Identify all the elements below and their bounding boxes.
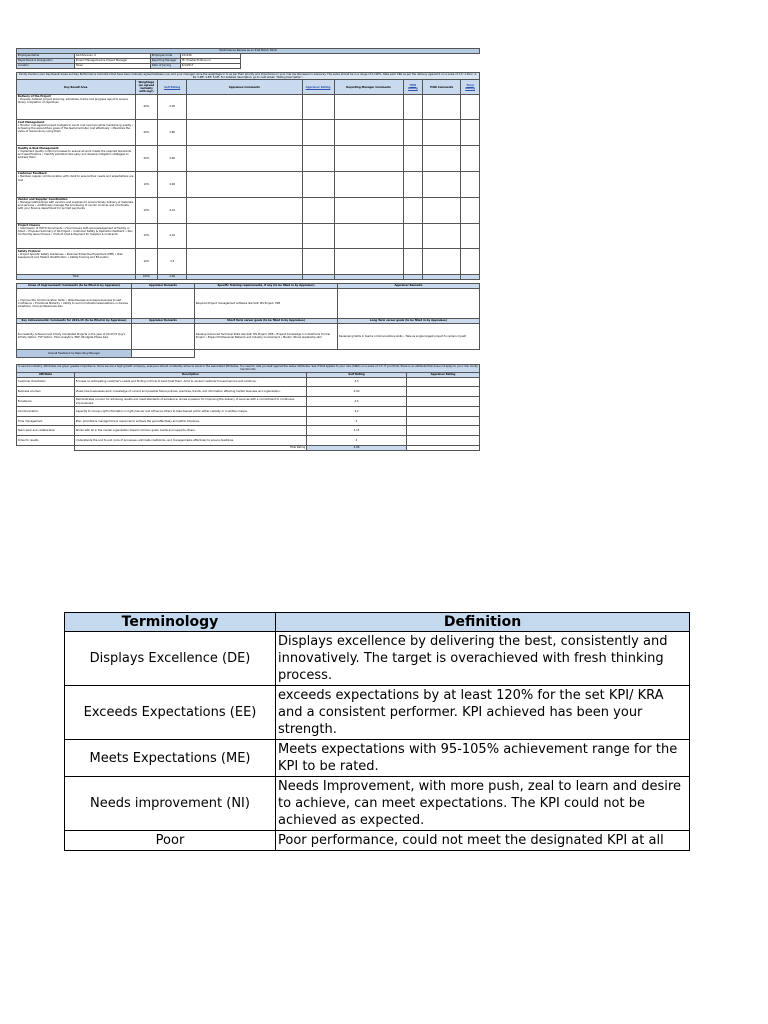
- kra-total-label: Total: [17, 275, 136, 280]
- attribute-self-rating[interactable]: 4.2: [307, 406, 407, 416]
- appraiser-rating[interactable]: [302, 223, 334, 249]
- attr-header-appraiser: Appraiser Rating: [407, 372, 480, 377]
- kra-header: HOD Rating: [403, 80, 423, 94]
- legend-header-terminology: Terminology: [65, 613, 276, 632]
- kra-title: Delivery of the Project: [17, 95, 51, 99]
- appraiser-rating[interactable]: [302, 171, 334, 197]
- attribute-row: [17, 377, 480, 387]
- hod-rating[interactable]: [403, 94, 423, 120]
- info-value[interactable]: 101436: [181, 53, 241, 58]
- info-key: Employee Name: [17, 53, 75, 58]
- attribute-description: Works with all in the overall organization toward common goals; builds and supports others.: [75, 426, 307, 436]
- legend-row: [65, 831, 690, 851]
- final-rating[interactable]: [461, 223, 480, 249]
- legend-definition: Meets expectations with 95-105% achievement range for the KPI to be rated.: [276, 740, 690, 777]
- attribute-row: [17, 416, 480, 426]
- kra-title: Quality & Risk Management: [17, 146, 59, 150]
- kra-self-rating[interactable]: 4.10: [158, 223, 187, 249]
- kra-row: [17, 120, 480, 146]
- info-value[interactable]: Mr. Prashanth Bonnuri: [181, 58, 241, 63]
- hod-comments[interactable]: [423, 171, 461, 197]
- improve-header-1: Areas of Improvement: Comments (to be filled in by Appraiser): [17, 283, 132, 288]
- hod-rating[interactable]: [403, 249, 423, 275]
- attribute-appraiser-rating[interactable]: [407, 416, 480, 426]
- appraisee-comments[interactable]: [187, 249, 302, 275]
- final-rating[interactable]: [461, 94, 480, 120]
- kra-self-rating[interactable]: 3.5: [158, 249, 187, 275]
- kra-detail: • Submission of HOTO Documents • Final Closure with acknowledgement of Facility or Client • Proposal Summary of RA Project • Customer Safety & Operation feedback • Non Conformity Issue Closure • Product Cost & Payment for Supplier & Contractor: [17, 227, 133, 237]
- attribute-self-rating[interactable]: 4: [307, 416, 407, 426]
- kra-self-rating[interactable]: 3.60: [158, 146, 187, 172]
- appraiser-rating[interactable]: [302, 146, 334, 172]
- kra-table: [16, 72, 480, 280]
- hod-rating[interactable]: [403, 146, 423, 172]
- hod-comments[interactable]: [423, 223, 461, 249]
- attribute-name: Communication: [17, 406, 75, 416]
- attr-header-description: Description: [75, 372, 307, 377]
- legend-row: [65, 777, 690, 831]
- manager-comments[interactable]: [334, 171, 403, 197]
- kra-name-cell: [17, 249, 136, 275]
- kra-weightage[interactable]: 20%: [135, 94, 158, 120]
- attribute-row: [17, 436, 480, 446]
- appraisee-comments[interactable]: [187, 223, 302, 249]
- attribute-description: Plan, prioritize & manage time & resources to achieve the goal effectively and within timelines.: [75, 416, 307, 426]
- legend-term: Needs improvement (NI): [65, 777, 276, 831]
- kra-detail: • Monitor cost against project budgets to avoid cost overruns while maintaining quality • Achieving the expenditure goals of the team/controller cost effectively • Maximize the value of resources by using them: [17, 123, 134, 134]
- legend-row: [65, 740, 690, 777]
- kra-self-rating[interactable]: 3.80: [158, 120, 187, 146]
- short-term-goals[interactable]: Develop Advanced Technical Skills like SAP, MS Project, ERP • Expand Knowledge in Industrial & Formal Project • Expand Professional Network and Industry Involvement • Mentor others leadership skill: [195, 323, 338, 349]
- kra-header: HOD Comments: [423, 80, 461, 94]
- sheet-title: Performance Review as on 31st March 2018: [17, 49, 480, 54]
- improvement-comments[interactable]: • Improve the Communication Skills • Attentiveness and responsiveness to self confidence • Emotional Maturity • Ability to avoid ill situations/escalations in diverse situations, more professionals also: [17, 288, 132, 318]
- info-key: Reporting Manager: [151, 58, 181, 63]
- appraiser-rating[interactable]: [302, 94, 334, 120]
- attribute-name: Time management: [17, 416, 75, 426]
- attribute-row: [17, 397, 480, 407]
- kra-name-cell: [17, 171, 136, 197]
- manager-comments[interactable]: [334, 120, 403, 146]
- info-value[interactable]: Hosur: [75, 63, 151, 68]
- attribute-appraiser-rating[interactable]: [407, 397, 480, 407]
- kra-detail: • Maintain regular communication with client to ensure their needs and expectations are met: [17, 175, 134, 182]
- hod-rating[interactable]: [403, 171, 423, 197]
- info-key: Location: [17, 63, 75, 68]
- kra-total-rating: 4.06: [158, 275, 187, 280]
- kra-title: Customer Feedback: [17, 172, 47, 176]
- attribute-name: Excellence: [17, 397, 75, 407]
- overall-feedback-value[interactable]: [132, 349, 195, 357]
- kra-header: Appraiser Rating: [302, 80, 334, 94]
- attribute-self-rating[interactable]: 4: [307, 436, 407, 446]
- kra-header: Weightage (as agreed mutually with mgr): [135, 80, 158, 94]
- legend-definition: Poor performance, could not meet the designated KPI at all: [276, 831, 690, 851]
- attribute-appraiser-rating[interactable]: [407, 406, 480, 416]
- final-rating[interactable]: [461, 146, 480, 172]
- kra-total-weight: 100%: [135, 275, 158, 280]
- attribute-name: Customer Orientation: [17, 377, 75, 387]
- kra-row: [17, 171, 480, 197]
- info-value[interactable]: Senthilvanan. K: [75, 53, 151, 58]
- hod-comments[interactable]: [423, 94, 461, 120]
- long-term-goals[interactable]: Developing Skills in teams communications skills • Take as single largest project to remain myself: [338, 323, 480, 349]
- attribute-self-rating[interactable]: 4.00: [307, 387, 407, 397]
- attribute-description: Focuses on anticipating customer's needs and finding out how to best meet them. Aims to exceed customer-focused service and solutions.: [75, 377, 307, 387]
- kra-header: Reporting Manager Comments: [334, 80, 403, 94]
- kra-name-cell: [17, 223, 136, 249]
- kra-detail: • Project Specific Safety Guidelines • Personal Protective Equipment (PPE) • Risk Assessment and Hazard Identification • Safety training and Education: [17, 252, 123, 259]
- attribute-row: [17, 426, 480, 436]
- kra-instructions: Kindly mention your Key Result Areas and Key Performance Indicators that have been mutually agreed between you and your manager. Give the weightage in % as per their priority and importance in your role (as discussed in advance). The same should be in a range of 0-100%. Rate each KRA as per the delivery against it on a scale of 1-5: 1-Poor; 2-NI; 3-ME; 4-EE; 5-DE. For detailed description, go to next sheet: "Rating Description".: [17, 72, 480, 80]
- improve-header-2: Appraiser Remarks: [132, 283, 195, 288]
- kra-weightage[interactable]: 10%: [135, 223, 158, 249]
- kra-name-cell: [17, 120, 136, 146]
- info-value[interactable]: 8/1/2017: [181, 63, 241, 68]
- attribute-row: [17, 406, 480, 416]
- manager-comments[interactable]: [334, 94, 403, 120]
- attr-header-attribute: Attribute: [17, 372, 75, 377]
- appraisee-comments[interactable]: [187, 171, 302, 197]
- appraisee-comments[interactable]: [187, 146, 302, 172]
- kra-name-cell: [17, 197, 136, 223]
- training-requirements[interactable]: Required Project management software like SAP, MS Project, ERP: [195, 288, 338, 318]
- kra-title: Project Closure: [17, 223, 41, 227]
- kra-title: Safety Protocol: [17, 249, 41, 253]
- kra-self-rating[interactable]: 4.00: [158, 94, 187, 120]
- kra-name-cell: [17, 94, 136, 120]
- appraiser-rating[interactable]: [302, 120, 334, 146]
- hod-comments[interactable]: [423, 120, 461, 146]
- kra-title: Cost Management: [17, 120, 45, 124]
- legend-term: Poor: [65, 831, 276, 851]
- hod-rating[interactable]: [403, 120, 423, 146]
- legend-term: Exceeds Expectations (EE): [65, 686, 276, 740]
- appraiser-rating[interactable]: [302, 249, 334, 275]
- hod-comments[interactable]: [423, 197, 461, 223]
- attribute-name: Team work and collaboration: [17, 426, 75, 436]
- info-key: Employee Code: [151, 53, 181, 58]
- kra-self-rating[interactable]: 4.10: [158, 197, 187, 223]
- kra-weightage[interactable]: 10%: [135, 171, 158, 197]
- kra-header: Final Rating: [461, 80, 480, 94]
- kra-row: [17, 249, 480, 275]
- legend-header-definition: Definition: [276, 613, 690, 632]
- rating-terminology-table: [64, 612, 690, 851]
- kra-row: [17, 223, 480, 249]
- attr-header-self: Self Rating: [307, 372, 407, 377]
- kra-name-cell: [17, 146, 136, 172]
- manager-comments[interactable]: [334, 249, 403, 275]
- kra-weightage[interactable]: 10%: [135, 249, 158, 275]
- attribute-self-rating[interactable]: 4.5: [307, 377, 407, 387]
- appraisee-comments[interactable]: [187, 197, 302, 223]
- achieve-header-3: Short Term career goals (to be filled in by Appraisee): [195, 318, 338, 323]
- kra-row: [17, 197, 480, 223]
- kra-weightage[interactable]: 10%: [135, 197, 158, 223]
- manager-comments[interactable]: [334, 197, 403, 223]
- key-achievements[interactable]: Successfully Achieved and timely Completed Projects in the year of 24-25 Hi Quy's Infinity Option, TVF Option, Titan Analytics, ERP, Mindgate Phase 1&2: [17, 323, 132, 349]
- legend-definition: Displays excellence by delivering the best, consistently and innovatively. The target is overachieved with fresh thinking process.: [276, 632, 690, 686]
- legend-row: [65, 686, 690, 740]
- attribute-appraiser-rating[interactable]: [407, 436, 480, 446]
- achieve-header-2: Appraiser Remarks: [132, 318, 195, 323]
- appraisee-comments[interactable]: [187, 94, 302, 120]
- final-rating[interactable]: [461, 171, 480, 197]
- improve-header-4: Appraiser Remarks: [338, 283, 480, 288]
- attribute-appraiser-rating[interactable]: [407, 426, 480, 436]
- legend-term: Meets Expectations (ME): [65, 740, 276, 777]
- kra-weightage[interactable]: 20%: [135, 120, 158, 146]
- hod-comments[interactable]: [423, 249, 461, 275]
- manager-comments[interactable]: [334, 146, 403, 172]
- legend-row: [65, 632, 690, 686]
- kra-row: [17, 146, 480, 172]
- hod-rating[interactable]: [403, 197, 423, 223]
- attribute-appraiser-rating[interactable]: [407, 377, 480, 387]
- achieve-header-4: Long Term career goals (to be filled in by Appraisee): [338, 318, 480, 323]
- kra-self-rating[interactable]: 4.00: [158, 171, 187, 197]
- kra-header: Self Rating: [158, 80, 187, 94]
- final-rating[interactable]: [461, 197, 480, 223]
- attribute-description: Views how businesses work; knowledge of current and possible future policies, practices, trends, and information affecting his/her business and organization.: [75, 387, 307, 397]
- attr-total-rating: 4.08: [307, 446, 407, 451]
- kra-detail: • Implement quality control processes to ensure all work meets the required standards and specifications • Identify potential risks early and develop mitigation strategies to address them: [17, 149, 131, 159]
- info-key: Date of Joining: [151, 63, 181, 68]
- kra-weightage[interactable]: 20%: [135, 146, 158, 172]
- attributes-instructions: In service industry, attributes are given greater importance. Since we are a high growth company, everyone should constantly strive to excel in the associated attributes. You need to rate yourself against the below attributes. See if that applies to your role (ONLY) on a scale of 1-5. If you think, there is an attribute that does not apply to your role, kindly mention NA.: [18, 365, 478, 372]
- kra-row: [17, 94, 480, 120]
- legend-term: Displays Excellence (DE): [65, 632, 276, 686]
- kra-detail: • Manage relationships with vendors and suppliers to ensure timely delivery of materials and services • Additionally manage the processing of vendor invoices and coordinate with your finance department for prompt payments: [17, 201, 134, 211]
- hod-comments[interactable]: [423, 146, 461, 172]
- attribute-self-rating[interactable]: 4.5: [307, 397, 407, 407]
- hod-rating[interactable]: [403, 223, 423, 249]
- review-header-table: [16, 48, 480, 69]
- final-rating[interactable]: [461, 249, 480, 275]
- attribute-self-rating[interactable]: 4.15: [307, 426, 407, 436]
- info-value[interactable]: Project Management & Project Manager: [75, 58, 151, 63]
- improvement-appraiser-remarks[interactable]: [132, 288, 195, 318]
- attribute-name: Business Acumen: [17, 387, 75, 397]
- attribute-description: Demonstrates concern for achieving results and meet standards of excellence; shows a passion for improving the delivery of services with a commitment to continuous improvement.: [75, 397, 307, 407]
- manager-comments[interactable]: [334, 223, 403, 249]
- improvement-table: [16, 283, 480, 358]
- employee-info-row: [17, 63, 480, 68]
- legend-definition: Needs Improvement, with more push, zeal to learn and desire to achieve, can meet expectations. The KPI could not be achieved as expected.: [276, 777, 690, 831]
- attributes-table: [16, 364, 480, 451]
- attribute-description: Capacity to convey right information in right manner and influence others to take desired action either verbally or in written means.: [75, 406, 307, 416]
- achievement-appraiser-remarks[interactable]: [132, 323, 195, 349]
- legend-definition: exceeds expectations by at least 120% for the set KPI/ KRA and a consistent performer. KPI achieved has been your strength.: [276, 686, 690, 740]
- appraiser-rating[interactable]: [302, 197, 334, 223]
- kra-header: Key Result Area: [17, 80, 136, 94]
- kra-header: Appraisee Comments: [187, 80, 302, 94]
- attribute-description: Understands the end to end cycle of processes, eliminate roadblocks, and manages tasks effectively to ensure deadlines.: [75, 436, 307, 446]
- kra-title: Vendor and Supplier Coordination: [17, 198, 68, 202]
- attribute-name: Drive for results: [17, 436, 75, 446]
- attr-total-label: Total Rating: [75, 446, 307, 451]
- attribute-row: [17, 387, 480, 397]
- kra-detail: • Develop detailed project planning, schedules, tracks and progress report to ensure timely completion of objectives: [17, 98, 128, 105]
- performance-review-sheet: [16, 48, 480, 451]
- achieve-header-1: Key Achievements: Comments for 2014-15 (to be filled in by Appraisee): [17, 318, 132, 323]
- overall-feedback-label: Overall Feedback by Reporting Manager: [17, 349, 132, 357]
- final-rating[interactable]: [461, 120, 480, 146]
- training-appraiser-remarks[interactable]: [338, 288, 480, 318]
- improve-header-3: Specific Training requirements, if any (to be filled in by Appraiser): [195, 283, 338, 288]
- attribute-appraiser-rating[interactable]: [407, 387, 480, 397]
- appraisee-comments[interactable]: [187, 120, 302, 146]
- info-key: Department & Designation: [17, 58, 75, 63]
